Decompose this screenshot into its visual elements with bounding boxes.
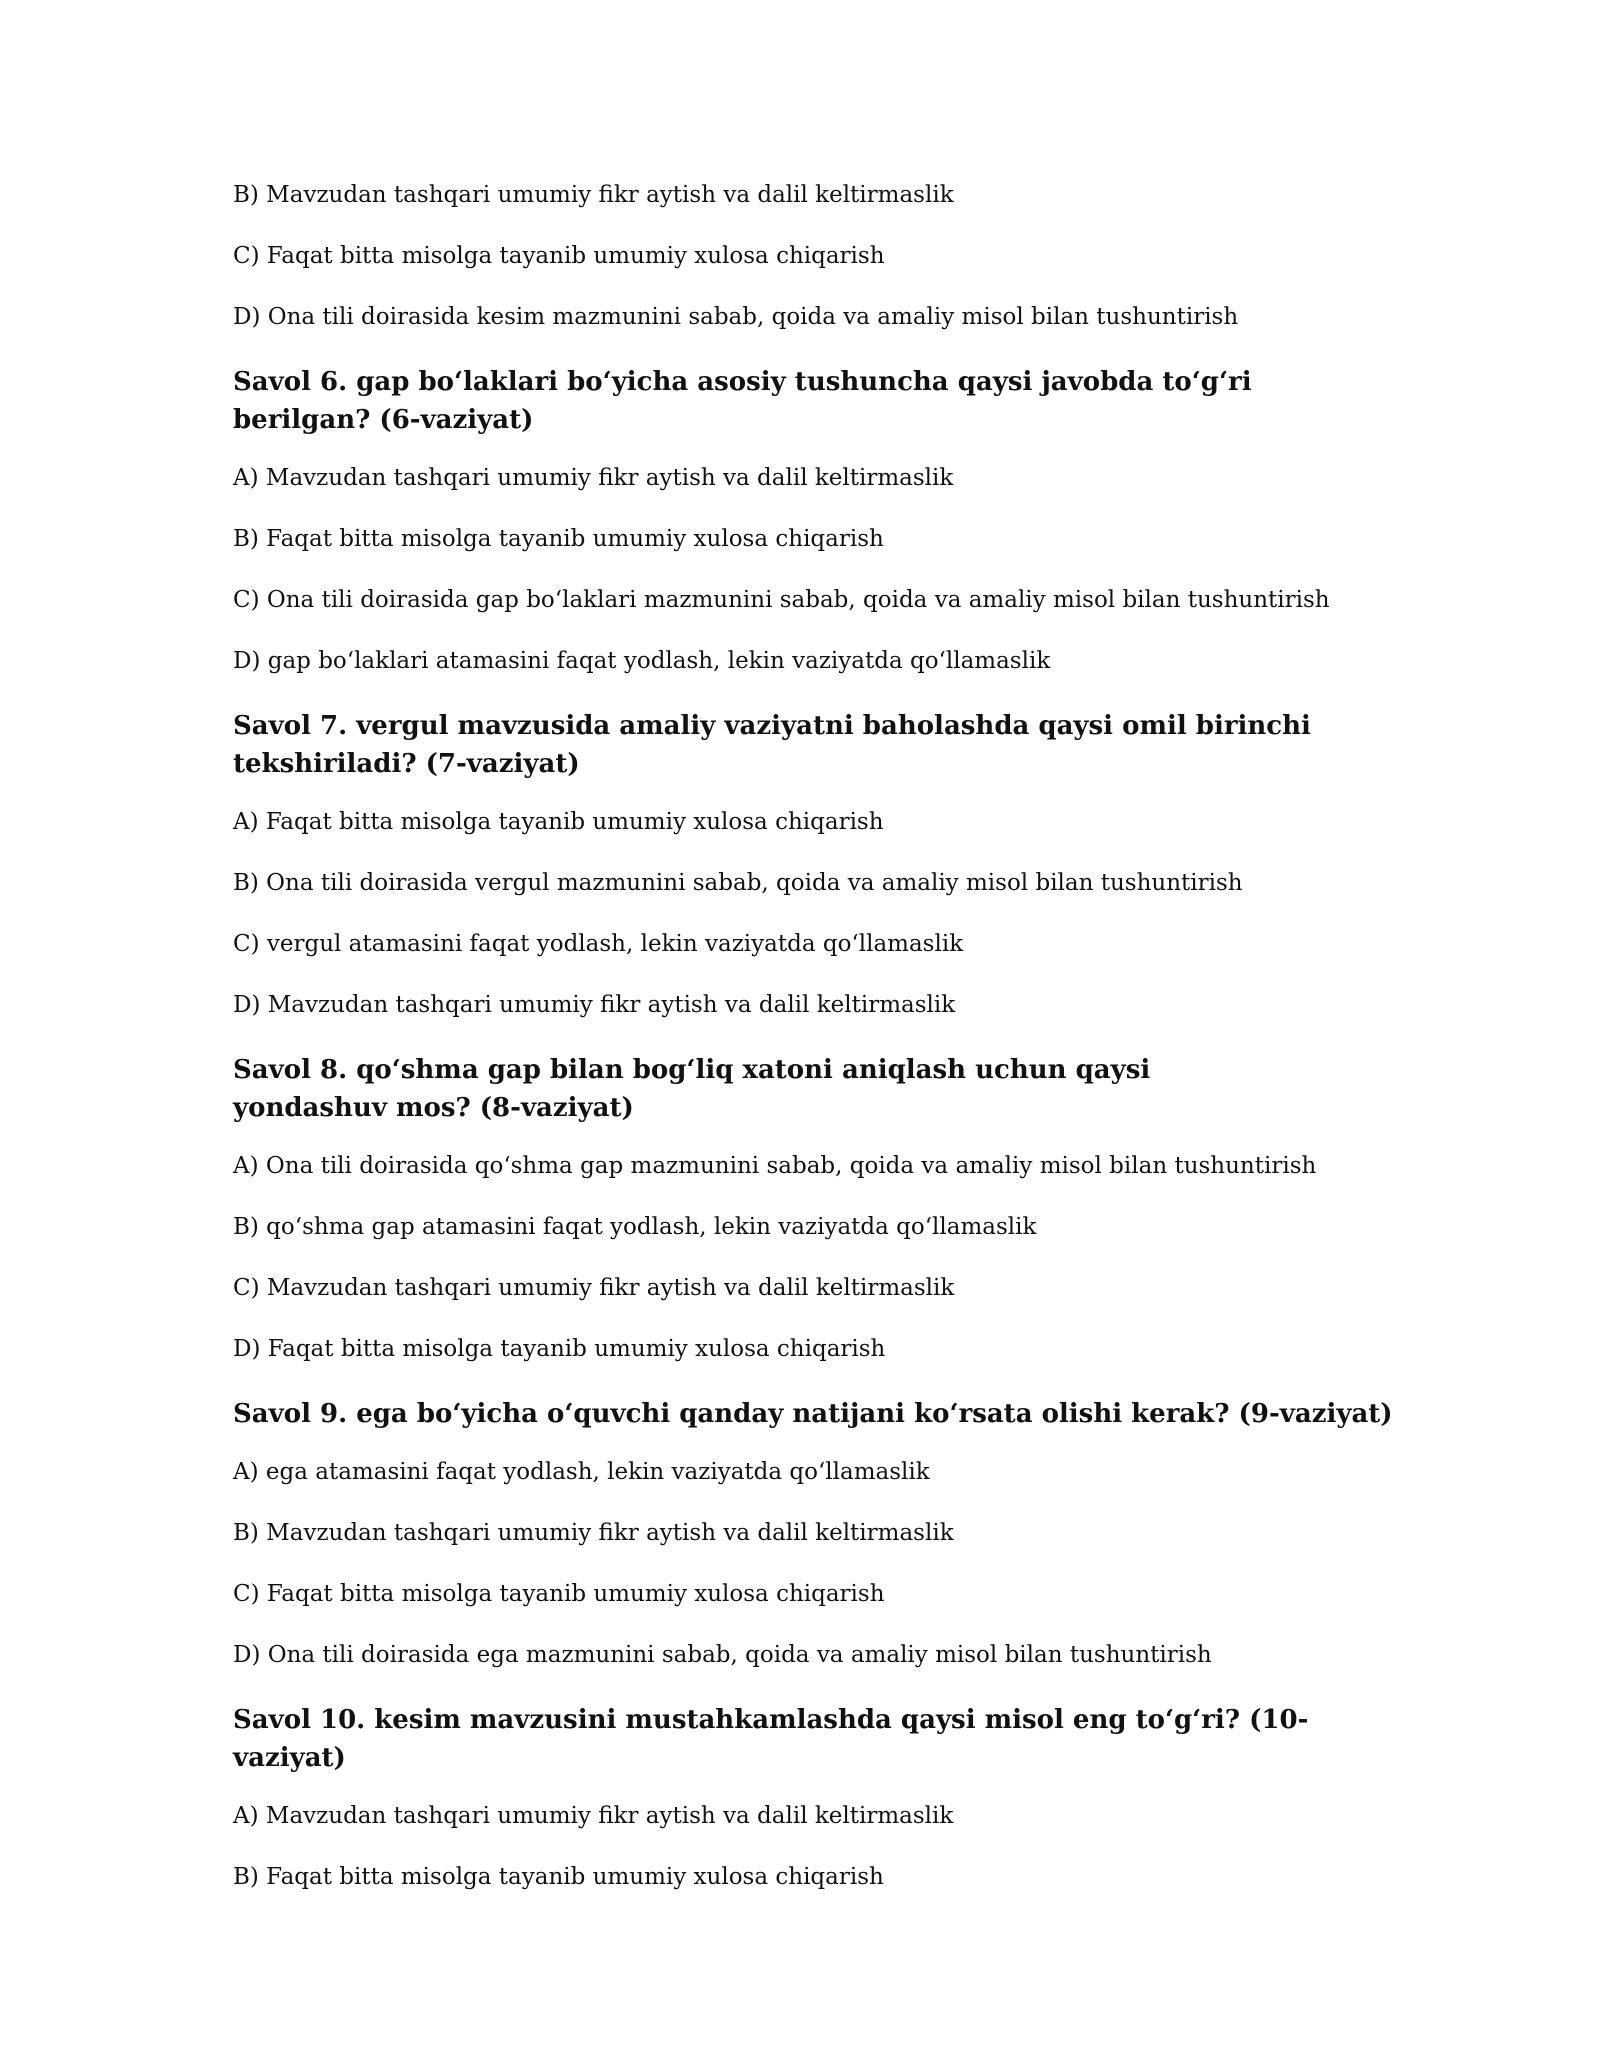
answer-option: C) Faqat bitta misolga tayanib umumiy xulosa chiqarish (233, 1581, 885, 1607)
question-heading: Savol 8. qoʻshma gap bilan bogʻliq xatoni aniqlash uchun qaysi yondashuv mos? (8-vaziyat) (233, 1055, 1151, 1123)
answer-option: B) Faqat bitta misolga tayanib umumiy xulosa chiqarish (233, 1864, 884, 1890)
answer-option: D) Faqat bitta misolga tayanib umumiy xulosa chiqarish (233, 1336, 886, 1362)
answer-option: D) Ona tili doirasida ega mazmunini sabab, qoida va amaliy misol bilan tushuntirish (233, 1642, 1212, 1668)
answer-option: A) Mavzudan tashqari umumiy fikr aytish va dalil keltirmaslik (233, 465, 954, 491)
answer-option: D) gap boʻlaklari atamasini faqat yodlash, lekin vaziyatda qoʻllamaslik (233, 648, 1051, 674)
answer-option: C) Faqat bitta misolga tayanib umumiy xulosa chiqarish (233, 243, 885, 269)
question-heading: Savol 9. ega boʻyicha oʻquvchi qanday natijani koʻrsata olishi kerak? (9-vaziyat) (233, 1399, 1393, 1429)
answer-option: C) vergul atamasini faqat yodlash, lekin vaziyatda qoʻllamaslik (233, 931, 964, 957)
answer-option: D) Ona tili doirasida kesim mazmunini sabab, qoida va amaliy misol bilan tushuntirish (233, 304, 1239, 330)
answer-option: A) Ona tili doirasida qoʻshma gap mazmunini sabab, qoida va amaliy misol bilan tushuntirish (233, 1153, 1317, 1179)
answer-option: A) ega atamasini faqat yodlash, lekin vaziyatda qoʻllamaslik (233, 1459, 930, 1485)
document-page (233, 180, 1393, 1923)
question-heading: Savol 6. gap boʻlaklari boʻyicha asosiy tushuncha qaysi javobda toʻgʻri berilgan? (6-vaziyat) (233, 367, 1252, 435)
answer-option: A) Mavzudan tashqari umumiy fikr aytish va dalil keltirmaslik (233, 1803, 954, 1829)
answer-option: B) Mavzudan tashqari umumiy fikr aytish va dalil keltirmaslik (233, 1520, 954, 1546)
answer-option: C) Ona tili doirasida gap boʻlaklari mazmunini sabab, qoida va amaliy misol bilan tushuntirish (233, 587, 1330, 613)
answer-option: B) Faqat bitta misolga tayanib umumiy xulosa chiqarish (233, 526, 884, 552)
question-heading: Savol 10. kesim mavzusini mustahkamlashda qaysi misol eng toʻgʻri? (10-vaziyat) (233, 1705, 1309, 1773)
answer-option: B) Mavzudan tashqari umumiy fikr aytish va dalil keltirmaslik (233, 182, 954, 208)
question-heading: Savol 7. vergul mavzusida amaliy vaziyatni baholashda qaysi omil birinchi tekshiriladi? (7-vaziyat) (233, 711, 1311, 779)
answer-option: B) qoʻshma gap atamasini faqat yodlash, lekin vaziyatda qoʻllamaslik (233, 1214, 1037, 1240)
answer-option: A) Faqat bitta misolga tayanib umumiy xulosa chiqarish (233, 809, 884, 835)
answer-option: D) Mavzudan tashqari umumiy fikr aytish va dalil keltirmaslik (233, 992, 956, 1018)
answer-option: B) Ona tili doirasida vergul mazmunini sabab, qoida va amaliy misol bilan tushuntirish (233, 870, 1243, 896)
answer-option: C) Mavzudan tashqari umumiy fikr aytish va dalil keltirmaslik (233, 1275, 955, 1301)
